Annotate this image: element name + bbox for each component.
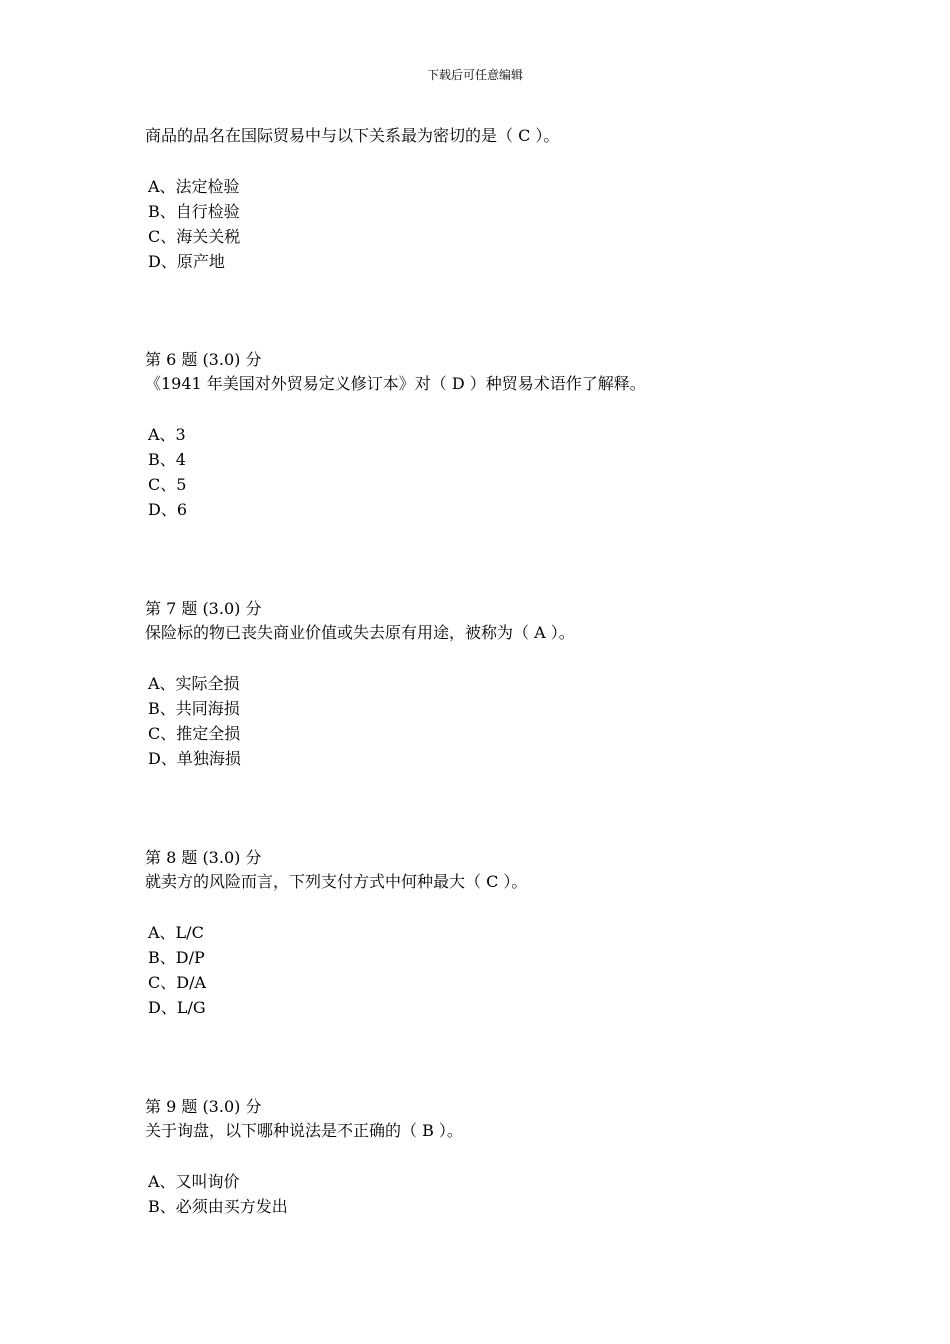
option-a: A、3	[148, 425, 186, 444]
question-text: 关于询盘，以下哪种说法是不正确的（ B ）。	[145, 1121, 463, 1140]
question-text: 就卖方的风险而言，下列支付方式中何种最大（ C ）。	[145, 872, 528, 891]
question-heading: 第 8 题 (3.0) 分	[145, 848, 262, 867]
option-a: A、又叫询价	[148, 1172, 240, 1191]
page-header: 下载后可任意编辑	[426, 68, 523, 82]
option-b: B、自行检验	[148, 202, 240, 221]
option-d: D、L/G	[148, 998, 206, 1017]
option-list	[145, 1169, 845, 1219]
option-list	[145, 422, 845, 522]
question-8	[145, 846, 845, 1020]
option-b: B、4	[148, 450, 186, 469]
question-text: 商品的品名在国际贸易中与以下关系最为密切的是（ C ）。	[145, 126, 560, 145]
option-list	[145, 920, 845, 1020]
option-d: D、6	[148, 500, 188, 519]
option-c: C、海关关税	[148, 227, 241, 246]
option-c: C、推定全损	[148, 724, 241, 743]
option-c: C、5	[148, 475, 187, 494]
question-heading: 第 7 题 (3.0) 分	[145, 599, 262, 618]
question-text: 保险标的物已丧失商业价值或失去原有用途，被称为（ A ）。	[145, 623, 575, 642]
option-a: A、实际全损	[148, 674, 240, 693]
question-text: 《1941 年美国对外贸易定义修订本》对（ D ）种贸易术语作了解释。	[145, 374, 646, 393]
question-5	[145, 124, 845, 274]
question-heading: 第 9 题 (3.0) 分	[145, 1097, 262, 1116]
option-a: A、L/C	[148, 923, 204, 942]
option-c: C、D/A	[148, 973, 207, 992]
option-b: B、必须由买方发出	[148, 1197, 288, 1216]
option-d: D、原产地	[148, 252, 225, 271]
question-heading: 第 6 题 (3.0) 分	[145, 350, 262, 369]
option-d: D、单独海损	[148, 749, 241, 768]
option-list	[145, 671, 845, 771]
question-7	[145, 597, 845, 771]
option-list	[145, 174, 845, 274]
option-b: B、共同海损	[148, 699, 240, 718]
question-9	[145, 1095, 845, 1219]
option-a: A、法定检验	[148, 177, 240, 196]
option-b: B、D/P	[148, 948, 205, 967]
question-6	[145, 348, 845, 522]
